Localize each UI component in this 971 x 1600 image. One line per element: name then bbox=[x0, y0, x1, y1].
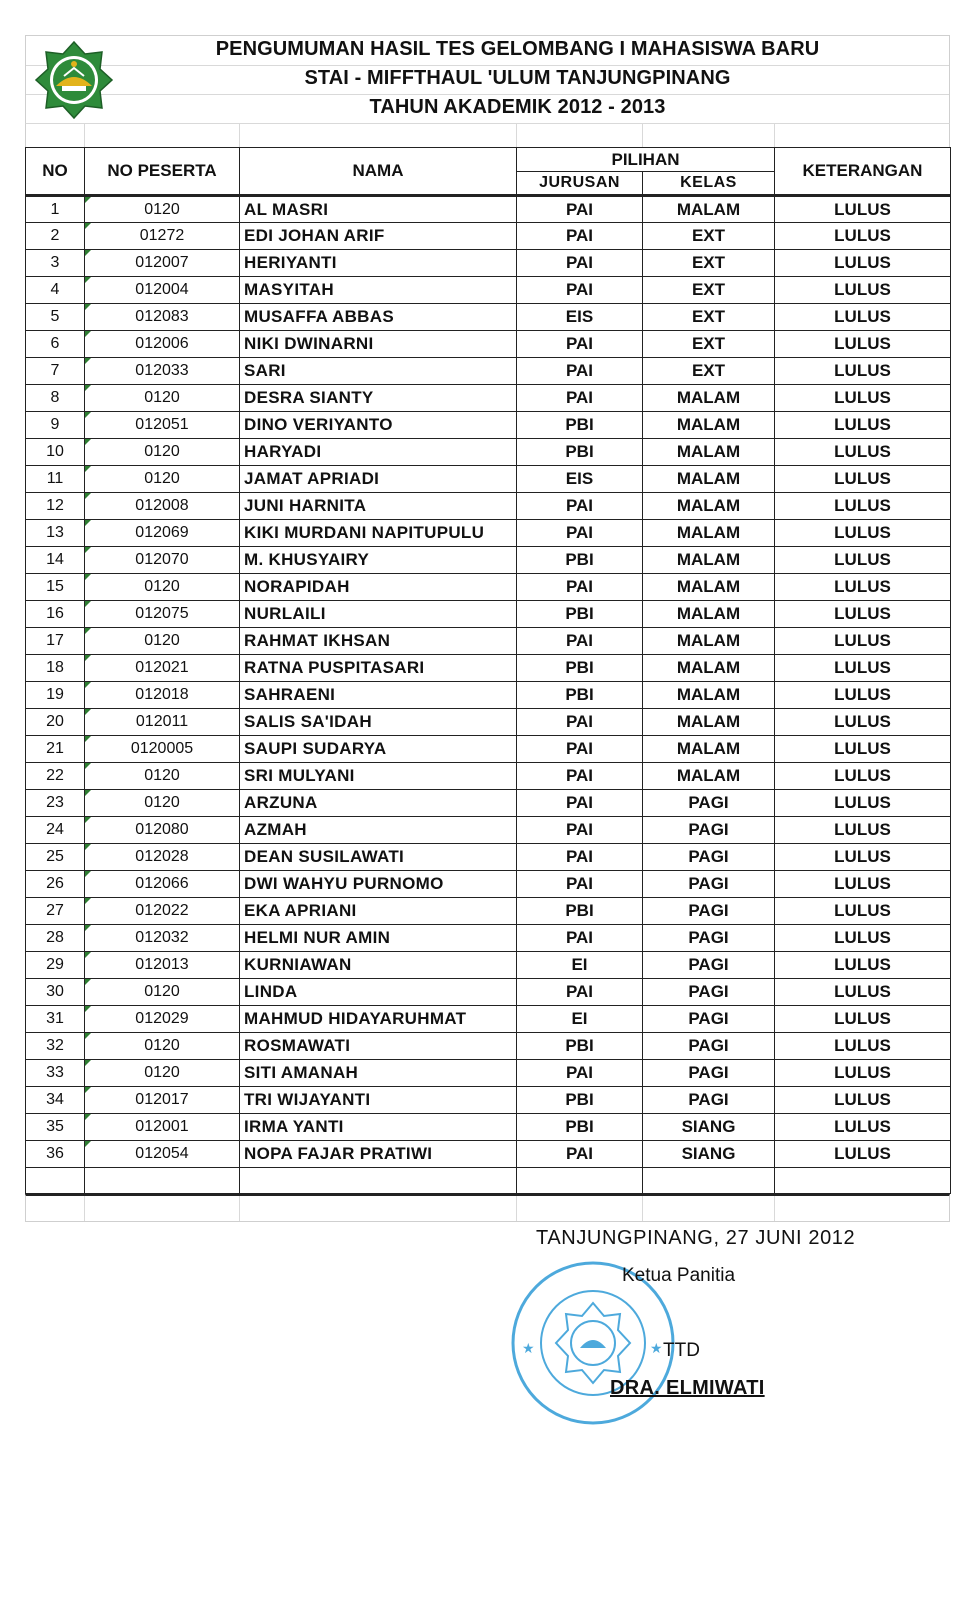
row-nama: MAHMUD HIDAYARUHMAT bbox=[240, 1006, 517, 1033]
row-no: 20 bbox=[26, 709, 85, 736]
row-no: 8 bbox=[26, 385, 85, 412]
row-keterangan: LULUS bbox=[775, 358, 951, 385]
row-jurusan: EIS bbox=[517, 304, 643, 331]
row-no-peserta: 012069 bbox=[85, 520, 240, 547]
row-kelas: PAGI bbox=[643, 979, 775, 1006]
row-kelas: PAGI bbox=[643, 790, 775, 817]
row-jurusan: PBI bbox=[517, 898, 643, 925]
row-no: 10 bbox=[26, 439, 85, 466]
row-jurusan: EI bbox=[517, 1006, 643, 1033]
row-kelas: MALAM bbox=[643, 709, 775, 736]
row-keterangan: LULUS bbox=[775, 277, 951, 304]
table-row bbox=[26, 682, 951, 709]
row-kelas: MALAM bbox=[643, 439, 775, 466]
row-keterangan: LULUS bbox=[775, 628, 951, 655]
row-nama: RATNA PUSPITASARI bbox=[240, 655, 517, 682]
row-no: 28 bbox=[26, 925, 85, 952]
row-keterangan: LULUS bbox=[775, 709, 951, 736]
row-no: 6 bbox=[26, 331, 85, 358]
spacer-row bbox=[25, 123, 950, 147]
row-no: 31 bbox=[26, 1006, 85, 1033]
row-keterangan: LULUS bbox=[775, 844, 951, 871]
row-keterangan: LULUS bbox=[775, 1033, 951, 1060]
row-no: 1 bbox=[26, 196, 85, 223]
row-nama: HERIYANTI bbox=[240, 250, 517, 277]
row-jurusan: PBI bbox=[517, 1114, 643, 1141]
row-nama: DEAN SUSILAWATI bbox=[240, 844, 517, 871]
row-keterangan: LULUS bbox=[775, 196, 951, 223]
col-pilihan: PILIHAN bbox=[517, 148, 775, 172]
row-jurusan: PAI bbox=[517, 196, 643, 223]
title-line-1: PENGUMUMAN HASIL TES GELOMBANG I MAHASISWA BARU bbox=[215, 38, 820, 60]
table-row bbox=[26, 493, 951, 520]
row-nama: NORAPIDAH bbox=[240, 574, 517, 601]
table-row bbox=[26, 979, 951, 1006]
row-nama: SAHRAENI bbox=[240, 682, 517, 709]
row-kelas: PAGI bbox=[643, 1060, 775, 1087]
row-nama: ARZUNA bbox=[240, 790, 517, 817]
row-nama: SAUPI SUDARYA bbox=[240, 736, 517, 763]
table-row bbox=[26, 1033, 951, 1060]
row-nama: KURNIAWAN bbox=[240, 952, 517, 979]
row-no-peserta: 012013 bbox=[85, 952, 240, 979]
empty-grid-row bbox=[25, 1194, 950, 1222]
row-kelas: MALAM bbox=[643, 655, 775, 682]
row-no-peserta: 012070 bbox=[85, 547, 240, 574]
row-keterangan: LULUS bbox=[775, 331, 951, 358]
row-nama: M. KHUSYAIRY bbox=[240, 547, 517, 574]
table-row bbox=[26, 412, 951, 439]
row-no-peserta: 012080 bbox=[85, 817, 240, 844]
row-keterangan: LULUS bbox=[775, 1006, 951, 1033]
row-jurusan: PAI bbox=[517, 763, 643, 790]
table-row bbox=[26, 709, 951, 736]
row-nama: SRI MULYANI bbox=[240, 763, 517, 790]
row-keterangan: LULUS bbox=[775, 412, 951, 439]
row-kelas: MALAM bbox=[643, 574, 775, 601]
row-kelas: SIANG bbox=[643, 1141, 775, 1168]
row-jurusan: PAI bbox=[517, 790, 643, 817]
row-no-peserta: 0120 bbox=[85, 1033, 240, 1060]
row-kelas: MALAM bbox=[643, 520, 775, 547]
row-keterangan: LULUS bbox=[775, 466, 951, 493]
table-row bbox=[26, 871, 951, 898]
row-kelas: EXT bbox=[643, 331, 775, 358]
row-nama: NOPA FAJAR PRATIWI bbox=[240, 1141, 517, 1168]
row-no: 23 bbox=[26, 790, 85, 817]
row-keterangan: LULUS bbox=[775, 250, 951, 277]
row-no-peserta: 0120 bbox=[85, 196, 240, 223]
row-kelas: MALAM bbox=[643, 763, 775, 790]
row-kelas: MALAM bbox=[643, 601, 775, 628]
row-no: 18 bbox=[26, 655, 85, 682]
row-no: 12 bbox=[26, 493, 85, 520]
row-no: 35 bbox=[26, 1114, 85, 1141]
svg-text:★: ★ bbox=[522, 1340, 535, 1356]
row-keterangan: LULUS bbox=[775, 439, 951, 466]
row-no-peserta: 012007 bbox=[85, 250, 240, 277]
row-nama: MASYITAH bbox=[240, 277, 517, 304]
table-row bbox=[26, 1114, 951, 1141]
row-keterangan: LULUS bbox=[775, 763, 951, 790]
row-keterangan: LULUS bbox=[775, 520, 951, 547]
row-no-peserta: 0120005 bbox=[85, 736, 240, 763]
row-kelas: PAGI bbox=[643, 1033, 775, 1060]
signature-mark: TTD bbox=[663, 1340, 700, 1361]
row-kelas: PAGI bbox=[643, 844, 775, 871]
row-nama: HELMI NUR AMIN bbox=[240, 925, 517, 952]
row-no-peserta: 0120 bbox=[85, 466, 240, 493]
row-nama: JAMAT APRIADI bbox=[240, 466, 517, 493]
row-nama: DINO VERIYANTO bbox=[240, 412, 517, 439]
row-jurusan: PAI bbox=[517, 979, 643, 1006]
row-nama: IRMA YANTI bbox=[240, 1114, 517, 1141]
row-keterangan: LULUS bbox=[775, 493, 951, 520]
row-no: 13 bbox=[26, 520, 85, 547]
empty-cell bbox=[517, 1168, 643, 1194]
table-row bbox=[26, 1087, 951, 1114]
row-no-peserta: 012021 bbox=[85, 655, 240, 682]
row-no: 5 bbox=[26, 304, 85, 331]
row-nama: AL MASRI bbox=[240, 196, 517, 223]
row-keterangan: LULUS bbox=[775, 547, 951, 574]
row-kelas: MALAM bbox=[643, 628, 775, 655]
col-jurusan: JURUSAN bbox=[517, 172, 643, 196]
row-no-peserta: 012051 bbox=[85, 412, 240, 439]
row-nama: TRI WIJAYANTI bbox=[240, 1087, 517, 1114]
row-jurusan: PAI bbox=[517, 493, 643, 520]
table-row bbox=[26, 763, 951, 790]
row-kelas: EXT bbox=[643, 277, 775, 304]
row-nama: SITI AMANAH bbox=[240, 1060, 517, 1087]
row-keterangan: LULUS bbox=[775, 574, 951, 601]
row-kelas: PAGI bbox=[643, 898, 775, 925]
row-nama: MUSAFFA ABBAS bbox=[240, 304, 517, 331]
row-no: 27 bbox=[26, 898, 85, 925]
row-no-peserta: 012001 bbox=[85, 1114, 240, 1141]
row-no: 24 bbox=[26, 817, 85, 844]
row-no: 9 bbox=[26, 412, 85, 439]
row-jurusan: EIS bbox=[517, 466, 643, 493]
empty-cell bbox=[85, 1168, 240, 1194]
row-no-peserta: 0120 bbox=[85, 1060, 240, 1087]
row-jurusan: PAI bbox=[517, 844, 643, 871]
table-row bbox=[26, 331, 951, 358]
row-no-peserta: 012004 bbox=[85, 277, 240, 304]
row-nama: LINDA bbox=[240, 979, 517, 1006]
row-no-peserta: 012054 bbox=[85, 1141, 240, 1168]
table-row bbox=[26, 250, 951, 277]
committee-role: Ketua Panitia bbox=[622, 1265, 736, 1286]
row-nama: DWI WAHYU PURNOMO bbox=[240, 871, 517, 898]
row-kelas: MALAM bbox=[643, 385, 775, 412]
row-jurusan: PAI bbox=[517, 709, 643, 736]
row-keterangan: LULUS bbox=[775, 952, 951, 979]
header bbox=[25, 35, 950, 123]
table-row bbox=[26, 277, 951, 304]
row-keterangan: LULUS bbox=[775, 1060, 951, 1087]
row-no-peserta: 0120 bbox=[85, 628, 240, 655]
row-kelas: PAGI bbox=[643, 817, 775, 844]
row-nama: EKA APRIANI bbox=[240, 898, 517, 925]
row-no: 29 bbox=[26, 952, 85, 979]
row-no: 32 bbox=[26, 1033, 85, 1060]
row-kelas: EXT bbox=[643, 250, 775, 277]
row-no: 34 bbox=[26, 1087, 85, 1114]
row-no-peserta: 0120 bbox=[85, 790, 240, 817]
row-kelas: PAGI bbox=[643, 925, 775, 952]
row-nama: ROSMAWATI bbox=[240, 1033, 517, 1060]
table-row bbox=[26, 547, 951, 574]
row-no: 21 bbox=[26, 736, 85, 763]
row-no: 30 bbox=[26, 979, 85, 1006]
row-jurusan: PBI bbox=[517, 439, 643, 466]
row-no: 33 bbox=[26, 1060, 85, 1087]
table-row bbox=[26, 1141, 951, 1168]
row-jurusan: PAI bbox=[517, 736, 643, 763]
row-no-peserta: 0120 bbox=[85, 439, 240, 466]
table-row bbox=[26, 844, 951, 871]
row-no: 3 bbox=[26, 250, 85, 277]
table-row bbox=[26, 898, 951, 925]
row-kelas: EXT bbox=[643, 223, 775, 250]
row-jurusan: PAI bbox=[517, 331, 643, 358]
row-jurusan: PAI bbox=[517, 277, 643, 304]
row-no-peserta: 012029 bbox=[85, 1006, 240, 1033]
table-row bbox=[26, 196, 951, 223]
row-keterangan: LULUS bbox=[775, 790, 951, 817]
row-jurusan: PBI bbox=[517, 1033, 643, 1060]
row-keterangan: LULUS bbox=[775, 223, 951, 250]
row-no-peserta: 012018 bbox=[85, 682, 240, 709]
row-no-peserta: 012083 bbox=[85, 304, 240, 331]
row-jurusan: PAI bbox=[517, 817, 643, 844]
table-row bbox=[26, 925, 951, 952]
row-nama: JUNI HARNITA bbox=[240, 493, 517, 520]
row-nama: HARYADI bbox=[240, 439, 517, 466]
empty-row bbox=[26, 1168, 951, 1194]
table-row bbox=[26, 655, 951, 682]
row-keterangan: LULUS bbox=[775, 736, 951, 763]
table-row bbox=[26, 358, 951, 385]
row-keterangan: LULUS bbox=[775, 304, 951, 331]
row-kelas: PAGI bbox=[643, 1087, 775, 1114]
signatory-name: DRA. ELMIWATI bbox=[610, 1377, 765, 1399]
row-keterangan: LULUS bbox=[775, 385, 951, 412]
row-nama: NIKI DWINARNI bbox=[240, 331, 517, 358]
table-row bbox=[26, 601, 951, 628]
row-jurusan: PBI bbox=[517, 547, 643, 574]
row-jurusan: PAI bbox=[517, 250, 643, 277]
col-keterangan: KETERANGAN bbox=[775, 148, 951, 196]
row-no-peserta: 012032 bbox=[85, 925, 240, 952]
row-no: 7 bbox=[26, 358, 85, 385]
svg-text:★: ★ bbox=[650, 1340, 663, 1356]
row-no-peserta: 012075 bbox=[85, 601, 240, 628]
row-no: 14 bbox=[26, 547, 85, 574]
row-kelas: PAGI bbox=[643, 952, 775, 979]
row-jurusan: EI bbox=[517, 952, 643, 979]
empty-cell bbox=[775, 1168, 951, 1194]
table-row bbox=[26, 304, 951, 331]
row-no-peserta: 012022 bbox=[85, 898, 240, 925]
row-no-peserta: 012011 bbox=[85, 709, 240, 736]
row-jurusan: PBI bbox=[517, 601, 643, 628]
empty-cell bbox=[26, 1168, 85, 1194]
table-row bbox=[26, 466, 951, 493]
col-kelas: KELAS bbox=[643, 172, 775, 196]
row-no-peserta: 012066 bbox=[85, 871, 240, 898]
row-no: 16 bbox=[26, 601, 85, 628]
row-jurusan: PAI bbox=[517, 520, 643, 547]
city-date: TANJUNGPINANG, 27 JUNI 2012 bbox=[536, 1227, 856, 1249]
row-no: 11 bbox=[26, 466, 85, 493]
row-no: 36 bbox=[26, 1141, 85, 1168]
row-kelas: PAGI bbox=[643, 1006, 775, 1033]
row-keterangan: LULUS bbox=[775, 817, 951, 844]
col-no-peserta: NO PESERTA bbox=[85, 148, 240, 196]
row-nama: KIKI MURDANI NAPITUPULU bbox=[240, 520, 517, 547]
empty-cell bbox=[643, 1168, 775, 1194]
row-no: 4 bbox=[26, 277, 85, 304]
row-no: 15 bbox=[26, 574, 85, 601]
results-table bbox=[25, 147, 951, 1194]
row-jurusan: PAI bbox=[517, 223, 643, 250]
row-no-peserta: 0120 bbox=[85, 574, 240, 601]
table-row bbox=[26, 736, 951, 763]
row-no-peserta: 0120 bbox=[85, 385, 240, 412]
row-kelas: MALAM bbox=[643, 196, 775, 223]
table-row bbox=[26, 385, 951, 412]
row-no-peserta: 012006 bbox=[85, 331, 240, 358]
row-kelas: EXT bbox=[643, 358, 775, 385]
row-jurusan: PAI bbox=[517, 574, 643, 601]
row-no-peserta: 012017 bbox=[85, 1087, 240, 1114]
row-nama: DESRA SIANTY bbox=[240, 385, 517, 412]
table-row bbox=[26, 1060, 951, 1087]
row-jurusan: PBI bbox=[517, 1087, 643, 1114]
row-keterangan: LULUS bbox=[775, 925, 951, 952]
row-no-peserta: 0120 bbox=[85, 979, 240, 1006]
row-no-peserta: 012028 bbox=[85, 844, 240, 871]
row-no: 2 bbox=[26, 223, 85, 250]
row-no: 26 bbox=[26, 871, 85, 898]
table-row bbox=[26, 223, 951, 250]
row-kelas: MALAM bbox=[643, 493, 775, 520]
title-line-3: TAHUN AKADEMIK 2012 - 2013 bbox=[369, 96, 666, 118]
row-jurusan: PAI bbox=[517, 358, 643, 385]
table-row bbox=[26, 439, 951, 466]
row-jurusan: PAI bbox=[517, 628, 643, 655]
row-kelas: MALAM bbox=[643, 466, 775, 493]
row-keterangan: LULUS bbox=[775, 655, 951, 682]
table-row bbox=[26, 520, 951, 547]
row-nama: EDI JOHAN ARIF bbox=[240, 223, 517, 250]
row-nama: SALIS SA'IDAH bbox=[240, 709, 517, 736]
row-jurusan: PAI bbox=[517, 385, 643, 412]
row-keterangan: LULUS bbox=[775, 682, 951, 709]
col-nama: NAMA bbox=[240, 148, 517, 196]
table-row bbox=[26, 574, 951, 601]
row-jurusan: PAI bbox=[517, 1060, 643, 1087]
row-no: 19 bbox=[26, 682, 85, 709]
row-kelas: EXT bbox=[643, 304, 775, 331]
col-no: NO bbox=[26, 148, 85, 196]
row-no: 17 bbox=[26, 628, 85, 655]
row-keterangan: LULUS bbox=[775, 1114, 951, 1141]
row-no: 25 bbox=[26, 844, 85, 871]
row-nama: SARI bbox=[240, 358, 517, 385]
row-jurusan: PBI bbox=[517, 682, 643, 709]
row-kelas: MALAM bbox=[643, 682, 775, 709]
row-keterangan: LULUS bbox=[775, 1087, 951, 1114]
row-jurusan: PAI bbox=[517, 925, 643, 952]
row-jurusan: PAI bbox=[517, 871, 643, 898]
title-line-2: STAI - MIFFTHAUL 'ULUM TANJUNGPINANG bbox=[304, 67, 731, 89]
row-keterangan: LULUS bbox=[775, 1141, 951, 1168]
row-no: 22 bbox=[26, 763, 85, 790]
row-kelas: MALAM bbox=[643, 736, 775, 763]
row-jurusan: PBI bbox=[517, 412, 643, 439]
table-row bbox=[26, 952, 951, 979]
row-kelas: PAGI bbox=[643, 871, 775, 898]
row-jurusan: PBI bbox=[517, 655, 643, 682]
table-row bbox=[26, 790, 951, 817]
row-kelas: MALAM bbox=[643, 547, 775, 574]
row-kelas: MALAM bbox=[643, 412, 775, 439]
row-keterangan: LULUS bbox=[775, 979, 951, 1006]
spreadsheet bbox=[25, 35, 950, 1222]
table-row bbox=[26, 628, 951, 655]
table-row bbox=[26, 817, 951, 844]
row-jurusan: PAI bbox=[517, 1141, 643, 1168]
row-no-peserta: 012033 bbox=[85, 358, 240, 385]
row-keterangan: LULUS bbox=[775, 898, 951, 925]
row-nama: AZMAH bbox=[240, 817, 517, 844]
row-no-peserta: 012008 bbox=[85, 493, 240, 520]
row-no-peserta: 0120 bbox=[85, 763, 240, 790]
empty-cell bbox=[240, 1168, 517, 1194]
row-keterangan: LULUS bbox=[775, 601, 951, 628]
row-nama: RAHMAT IKHSAN bbox=[240, 628, 517, 655]
row-kelas: SIANG bbox=[643, 1114, 775, 1141]
row-no-peserta: 01272 bbox=[85, 223, 240, 250]
table-row bbox=[26, 1006, 951, 1033]
row-nama: NURLAILI bbox=[240, 601, 517, 628]
row-keterangan: LULUS bbox=[775, 871, 951, 898]
